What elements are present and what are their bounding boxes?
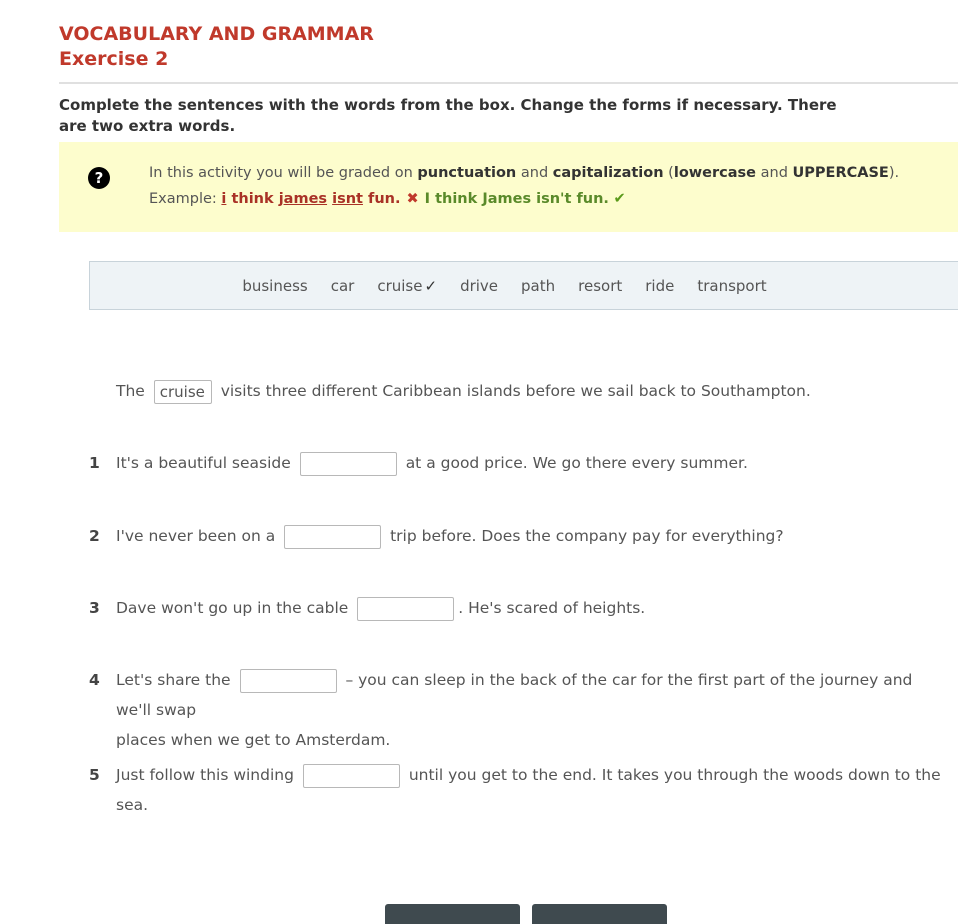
answer-field-3[interactable] <box>357 597 454 621</box>
question-number: 1 <box>89 454 100 472</box>
question-2 <box>116 521 784 551</box>
wrong-word: james <box>278 191 328 207</box>
sentence-text: Just follow this winding <box>116 766 294 784</box>
wrong-tail: fun. <box>362 191 401 207</box>
sentence-text: . He's scared of heights. <box>458 599 646 617</box>
question-number: 4 <box>89 671 100 689</box>
cross-icon: ✖ <box>406 191 419 207</box>
example-label: Example: <box>149 191 222 207</box>
answer-field-2[interactable] <box>284 525 381 549</box>
wrong-word: i <box>221 191 227 207</box>
note-text-part: and <box>756 165 793 181</box>
check-icon: ✔ <box>613 191 626 207</box>
exercise-header <box>59 22 374 72</box>
sentence-text: – you can sleep in the back of the car for the first part of the journey and we'll swap <box>116 671 913 719</box>
action-button-right[interactable] <box>532 904 667 924</box>
question-5 <box>116 760 958 820</box>
question-number: 2 <box>89 527 100 545</box>
sentence-text: The <box>116 382 145 400</box>
grading-note <box>59 142 958 232</box>
word-ride: ride <box>645 276 675 295</box>
note-text-part: and <box>516 165 553 181</box>
note-bold-lowercase: lowercase <box>673 165 757 181</box>
note-bold-capitalization: capitalization <box>552 165 664 181</box>
sentence-text: It's a beautiful seaside <box>116 454 291 472</box>
note-text <box>149 160 899 212</box>
word-cruise-used <box>377 277 437 295</box>
word-resort: resort <box>578 276 623 295</box>
check-icon: ✓ <box>424 276 438 295</box>
wrong-word: isnt <box>332 191 363 207</box>
sentence-text: Dave won't go up in the cable <box>116 599 349 617</box>
question-circle-icon: ? <box>88 167 110 189</box>
example-answer-field: cruise <box>154 380 212 404</box>
note-text-part: ). <box>888 165 900 181</box>
sentence-text: trip before. Does the company pay for everything? <box>390 527 784 545</box>
note-text-part: In this activity you will be graded on <box>149 165 418 181</box>
section-title: VOCABULARY AND GRAMMAR <box>59 23 374 45</box>
word-drive: drive <box>460 276 499 295</box>
word-cruise: cruise <box>377 276 423 295</box>
question-number: 5 <box>89 766 100 784</box>
sentence-text: at a good price. We go there every summer. <box>405 454 748 472</box>
note-line-1 <box>149 160 899 186</box>
sentence-text: Let's share the <box>116 671 231 689</box>
note-bold-punctuation: punctuation <box>417 165 517 181</box>
exercise-title: Exercise 2 <box>59 48 169 70</box>
note-line-2 <box>149 186 899 212</box>
example-sentence <box>116 376 811 406</box>
question-3 <box>116 593 645 623</box>
correct-example: I think James isn't fun. <box>424 191 609 207</box>
word-path: path <box>521 276 556 295</box>
action-button-left[interactable] <box>385 904 520 924</box>
header-divider <box>59 82 958 84</box>
word-business: business <box>242 276 308 295</box>
word-transport: transport <box>697 276 767 295</box>
question-4 <box>116 665 946 755</box>
answer-field-5[interactable] <box>303 764 400 788</box>
word-car: car <box>330 276 355 295</box>
answer-field-1[interactable] <box>300 452 397 476</box>
wrong-example: i think james isnt fun. <box>221 191 401 207</box>
note-text-part: ( <box>663 165 674 181</box>
sentence-text: I've never been on a <box>116 527 276 545</box>
question-1 <box>116 448 748 478</box>
word-box <box>89 261 958 310</box>
sentence-text: places when we get to Amsterdam. <box>116 731 391 749</box>
answer-field-4[interactable] <box>240 669 337 693</box>
note-bold-uppercase: UPPERCASE <box>792 165 889 181</box>
instructions: Complete the sentences with the words from the box. Change the forms if necessary. There are two extra words. <box>59 96 837 135</box>
question-number: 3 <box>89 599 100 617</box>
sentence-text: until you get to the end. It takes you through the woods down to the sea. <box>116 766 941 814</box>
sentence-text: visits three different Caribbean islands before we sail back to Southampton. <box>220 382 811 400</box>
